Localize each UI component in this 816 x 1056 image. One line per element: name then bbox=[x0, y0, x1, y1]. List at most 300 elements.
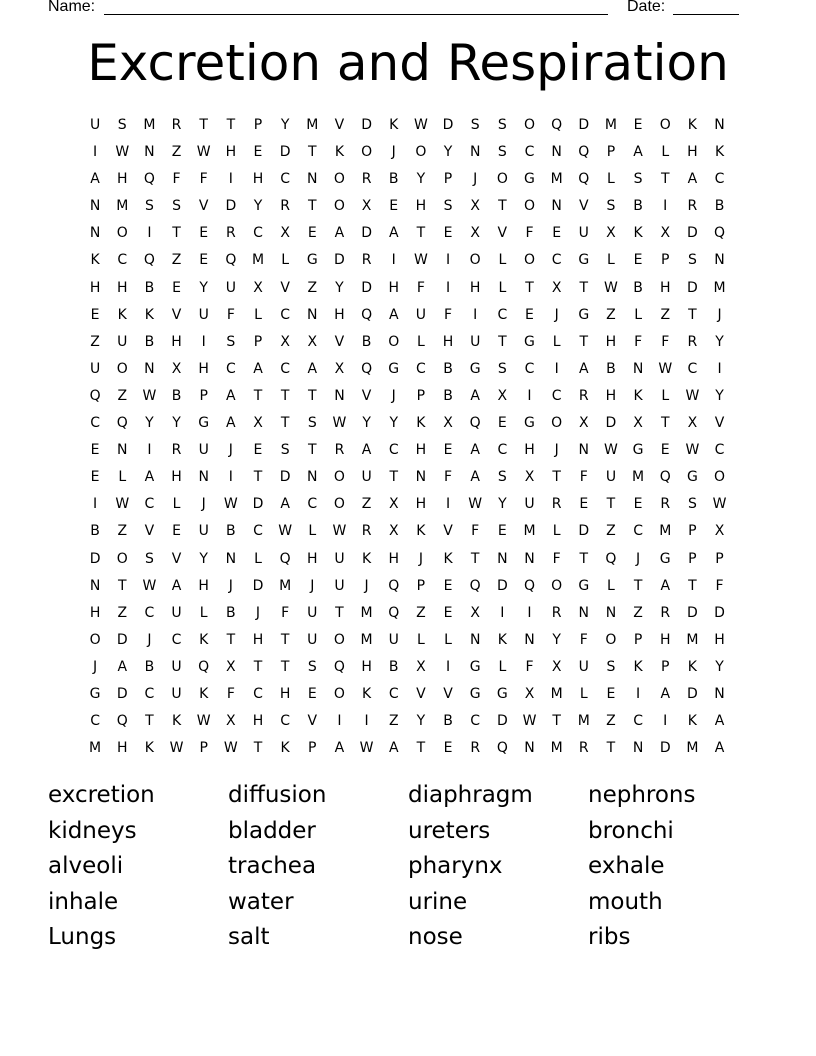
grid-letter: V bbox=[443, 685, 454, 702]
grid-row bbox=[82, 708, 736, 735]
grid-letter: S bbox=[687, 252, 698, 269]
grid-letter: W bbox=[359, 740, 375, 757]
grid-letter: H bbox=[225, 144, 238, 161]
grid-letter: S bbox=[606, 658, 617, 675]
grid-letter: A bbox=[90, 171, 101, 188]
grid-letter: D bbox=[225, 198, 238, 215]
grid-letter: G bbox=[469, 360, 482, 377]
grid-letter: Y bbox=[199, 279, 209, 296]
grid-letter: J bbox=[310, 577, 316, 594]
grid-letter: H bbox=[279, 685, 292, 702]
grid-letter: J bbox=[554, 306, 560, 323]
grid-letter: W bbox=[604, 442, 619, 459]
grid-letter: V bbox=[578, 198, 590, 215]
grid-letter: B bbox=[361, 333, 373, 350]
grid-letter: L bbox=[199, 604, 209, 621]
grid-letter: O bbox=[714, 469, 727, 486]
grid-letter: E bbox=[389, 198, 400, 215]
grid-letter: B bbox=[443, 360, 454, 377]
grid-letter: H bbox=[659, 631, 672, 648]
grid-letter: R bbox=[470, 740, 482, 757]
grid-letter: G bbox=[578, 306, 591, 323]
grid-letter: G bbox=[578, 577, 591, 594]
grid-letter: K bbox=[687, 713, 698, 730]
grid-letter: S bbox=[307, 658, 318, 675]
grid-letter: S bbox=[307, 415, 318, 432]
grid-letter: N bbox=[632, 740, 645, 757]
grid-letter: O bbox=[496, 171, 509, 188]
grid-letter: V bbox=[361, 387, 373, 404]
grid-letter: Y bbox=[172, 415, 182, 432]
grid-letter: O bbox=[659, 117, 672, 133]
grid-letter: T bbox=[280, 631, 291, 648]
grid-letter: D bbox=[687, 685, 699, 702]
grid-letter: H bbox=[415, 198, 428, 215]
grid-letter: H bbox=[307, 550, 319, 567]
grid-letter: J bbox=[554, 442, 560, 459]
grid-letter: Z bbox=[416, 604, 427, 621]
grid-letter: H bbox=[171, 333, 183, 350]
grid-letter: E bbox=[497, 415, 508, 432]
grid-letter: V bbox=[416, 685, 427, 702]
grid-letter: Q bbox=[578, 171, 591, 188]
grid-letter: U bbox=[171, 604, 183, 621]
grid-letter: I bbox=[364, 713, 370, 730]
grid-letter: T bbox=[117, 577, 128, 594]
grid-letter: X bbox=[388, 523, 400, 540]
grid-letter: H bbox=[469, 279, 482, 296]
grid-letter: W bbox=[115, 496, 131, 513]
grid-letter: W bbox=[685, 442, 701, 459]
grid-letter: N bbox=[632, 360, 645, 377]
grid-letter: S bbox=[226, 333, 237, 350]
grid-letter: H bbox=[198, 360, 210, 377]
grid-letter: N bbox=[89, 577, 102, 594]
grid-letter: K bbox=[443, 550, 454, 567]
grid-letter: A bbox=[253, 360, 264, 377]
grid-letter: W bbox=[332, 415, 348, 432]
grid-row bbox=[82, 546, 736, 573]
grid-letter: T bbox=[253, 740, 264, 757]
grid-letter: X bbox=[443, 415, 454, 432]
grid-letter: C bbox=[687, 360, 699, 377]
grid-letter: S bbox=[497, 144, 508, 161]
grid-letter: N bbox=[225, 550, 238, 567]
grid-letter: X bbox=[253, 415, 264, 432]
grid-letter: T bbox=[253, 387, 264, 404]
grid-letter: H bbox=[334, 306, 346, 323]
grid-letter: H bbox=[388, 550, 400, 567]
grid-letter: C bbox=[551, 387, 563, 404]
grid-letter: E bbox=[552, 225, 563, 242]
grid-letter: X bbox=[551, 279, 563, 296]
grid-letter: G bbox=[469, 658, 482, 675]
grid-letter: H bbox=[415, 496, 428, 513]
grid-letter: D bbox=[252, 577, 265, 594]
grid-letter: G bbox=[469, 685, 482, 702]
grid-letter: K bbox=[714, 144, 726, 161]
grid-letter: J bbox=[391, 387, 397, 404]
grid-letter: I bbox=[147, 225, 153, 242]
grid-letter: W bbox=[522, 713, 538, 730]
grid-letter: Q bbox=[198, 658, 211, 675]
grid-letter: M bbox=[632, 469, 646, 486]
grid-letter: L bbox=[552, 523, 562, 540]
grid-letter: E bbox=[633, 117, 644, 133]
grid-letter: G bbox=[524, 171, 536, 188]
grid-letter: L bbox=[498, 658, 508, 675]
grid-letter: U bbox=[198, 306, 210, 323]
grid-letter: B bbox=[606, 360, 617, 377]
grid-letter: B bbox=[226, 604, 237, 621]
grid-letter: Y bbox=[715, 658, 725, 675]
grid-letter: W bbox=[468, 496, 484, 513]
grid-letter: A bbox=[334, 225, 346, 242]
grid-letter: I bbox=[201, 333, 207, 350]
grid-letter: I bbox=[445, 496, 452, 513]
grid-letter: M bbox=[143, 117, 157, 133]
grid-letter: R bbox=[687, 198, 699, 215]
grid-letter: E bbox=[633, 252, 644, 269]
grid-letter: D bbox=[496, 713, 509, 730]
grid-letter: X bbox=[633, 415, 644, 432]
grid-letter: Y bbox=[715, 333, 725, 350]
grid-letter: E bbox=[199, 225, 210, 242]
grid-letter: C bbox=[388, 685, 400, 702]
grid-letter: Q bbox=[659, 469, 672, 486]
grid-letter: W bbox=[196, 713, 212, 730]
grid-letter: A bbox=[226, 415, 237, 432]
grid-row bbox=[82, 356, 736, 383]
grid-letter: V bbox=[497, 225, 509, 242]
grid-letter: C bbox=[307, 496, 319, 513]
grid-letter: T bbox=[606, 740, 617, 757]
grid-letter: M bbox=[577, 713, 591, 730]
grid-letter: F bbox=[226, 306, 236, 323]
grid-letter: F bbox=[444, 306, 454, 323]
grid-letter: N bbox=[116, 442, 129, 459]
grid-letter: G bbox=[659, 550, 672, 567]
grid-letter: J bbox=[201, 496, 207, 513]
grid-letter: K bbox=[416, 415, 427, 432]
grid-letter: H bbox=[415, 442, 428, 459]
grid-letter: H bbox=[659, 279, 672, 296]
grid-letter: C bbox=[90, 415, 101, 432]
grid-letter: A bbox=[388, 740, 400, 757]
grid-letter: X bbox=[253, 279, 264, 296]
grid-letter: K bbox=[362, 685, 373, 702]
grid-letter: H bbox=[605, 387, 618, 404]
grid-letter: U bbox=[307, 631, 319, 648]
grid-letter: O bbox=[333, 171, 346, 188]
grid-letter: G bbox=[89, 685, 102, 702]
grid-letter: Z bbox=[633, 604, 644, 621]
grid-letter: Z bbox=[361, 496, 373, 513]
grid-letter: P bbox=[443, 171, 454, 188]
grid-letter: M bbox=[523, 523, 537, 540]
grid-letter: X bbox=[714, 523, 726, 540]
grid-letter: D bbox=[687, 279, 699, 296]
grid-letter: A bbox=[470, 469, 481, 486]
grid-letter: H bbox=[252, 631, 265, 648]
grid-letter: J bbox=[418, 550, 424, 567]
grid-letter: D bbox=[687, 604, 699, 621]
grid-letter: M bbox=[89, 740, 103, 757]
grid-letter: L bbox=[579, 685, 589, 702]
grid-letter: Y bbox=[552, 631, 562, 648]
word-bank-item: alveoli bbox=[48, 853, 124, 880]
word-bank-item: kidneys bbox=[48, 817, 137, 844]
grid-letter: U bbox=[307, 604, 319, 621]
grid-letter: Y bbox=[416, 171, 427, 188]
grid-letter: W bbox=[658, 360, 674, 377]
grid-letter: Y bbox=[715, 387, 725, 404]
grid-letter: E bbox=[443, 577, 454, 594]
grid-letter: C bbox=[524, 144, 536, 161]
grid-letter: A bbox=[280, 496, 291, 513]
grid-letter: T bbox=[172, 225, 182, 242]
grid-letter: H bbox=[361, 658, 373, 675]
grid-row bbox=[82, 464, 736, 491]
grid-letter: E bbox=[443, 442, 454, 459]
grid-letter: Q bbox=[388, 604, 401, 621]
grid-letter: H bbox=[388, 279, 400, 296]
grid-letter: T bbox=[498, 198, 508, 215]
grid-letter: H bbox=[198, 577, 210, 594]
grid-letter: E bbox=[90, 306, 101, 323]
grid-letter: A bbox=[660, 685, 672, 702]
grid-letter: R bbox=[171, 442, 183, 459]
grid-letter: E bbox=[579, 496, 590, 513]
name-label: Name: bbox=[48, 0, 96, 15]
grid-letter: A bbox=[307, 360, 319, 377]
grid-letter: Y bbox=[280, 117, 291, 133]
grid-letter: O bbox=[415, 144, 428, 161]
grid-letter: L bbox=[254, 550, 263, 567]
grid-letter: E bbox=[497, 523, 508, 540]
grid-letter: Q bbox=[279, 550, 292, 567]
grid-letter: Q bbox=[116, 415, 129, 432]
grid-letter: U bbox=[578, 225, 590, 242]
grid-letter: A bbox=[578, 360, 590, 377]
grid-letter: W bbox=[142, 387, 158, 404]
grid-letter: O bbox=[116, 225, 129, 242]
grid-letter: W bbox=[169, 740, 185, 757]
grid-letter: J bbox=[228, 577, 234, 594]
grid-letter: T bbox=[416, 740, 427, 757]
grid-letter: X bbox=[578, 415, 590, 432]
grid-letter: N bbox=[469, 144, 482, 161]
grid-letter: I bbox=[663, 198, 669, 215]
grid-letter: R bbox=[660, 496, 672, 513]
word-bank-item: inhale bbox=[48, 888, 119, 915]
grid-letter: V bbox=[144, 523, 156, 540]
grid-letter: P bbox=[688, 550, 698, 567]
grid-letter: K bbox=[362, 550, 373, 567]
grid-letter: C bbox=[524, 360, 536, 377]
grid-letter: W bbox=[332, 523, 348, 540]
grid-letter: E bbox=[253, 144, 264, 161]
grid-letter: I bbox=[500, 604, 506, 621]
grid-letter: T bbox=[308, 387, 318, 404]
word-bank-item: water bbox=[228, 888, 294, 915]
grid-letter: H bbox=[524, 442, 536, 459]
grid-letter: K bbox=[389, 117, 400, 133]
grid-letter: Z bbox=[388, 713, 400, 730]
grid-letter: C bbox=[551, 252, 563, 269]
grid-letter: B bbox=[633, 198, 644, 215]
grid-letter: L bbox=[416, 333, 426, 350]
grid-letter: S bbox=[497, 469, 508, 486]
grid-letter: S bbox=[606, 198, 617, 215]
grid-letter: R bbox=[171, 117, 183, 133]
grid-letter: V bbox=[171, 550, 183, 567]
grid-letter: N bbox=[415, 469, 428, 486]
grid-letter: U bbox=[388, 631, 400, 648]
grid-letter: K bbox=[633, 658, 644, 675]
grid-letter: E bbox=[307, 225, 318, 242]
grid-letter: U bbox=[198, 442, 210, 459]
grid-letter: Q bbox=[714, 225, 727, 242]
grid-letter: K bbox=[171, 713, 183, 730]
grid-letter: C bbox=[90, 713, 101, 730]
grid-letter: K bbox=[497, 631, 508, 648]
grid-letter: I bbox=[147, 442, 153, 459]
grid-letter: U bbox=[171, 685, 183, 702]
grid-letter: W bbox=[413, 117, 429, 133]
grid-letter: C bbox=[280, 713, 292, 730]
grid-letter: N bbox=[89, 198, 102, 215]
grid-letter: C bbox=[253, 685, 264, 702]
grid-letter: J bbox=[228, 442, 234, 459]
grid-letter: L bbox=[607, 171, 616, 188]
grid-letter: O bbox=[116, 550, 129, 567]
grid-letter: O bbox=[523, 117, 536, 133]
grid-letter: S bbox=[497, 117, 508, 133]
grid-letter: B bbox=[226, 523, 237, 540]
grid-letter: T bbox=[525, 279, 535, 296]
grid-letter: D bbox=[116, 685, 129, 702]
grid-letter: A bbox=[633, 144, 644, 161]
word-bank-item: mouth bbox=[588, 888, 663, 915]
grid-letter: N bbox=[144, 144, 156, 161]
grid-letter: T bbox=[606, 496, 617, 513]
grid-letter: I bbox=[527, 604, 533, 621]
grid-letter: O bbox=[523, 198, 536, 215]
grid-letter: Y bbox=[253, 198, 264, 215]
grid-letter: F bbox=[579, 631, 589, 648]
grid-letter: C bbox=[633, 523, 644, 540]
grid-letter: R bbox=[225, 225, 237, 242]
grid-letter: J bbox=[255, 604, 262, 621]
grid-letter: K bbox=[144, 740, 155, 757]
grid-letter: T bbox=[660, 415, 671, 432]
grid-letter: A bbox=[714, 713, 726, 730]
grid-letter: W bbox=[142, 577, 158, 594]
grid-letter: P bbox=[199, 740, 209, 757]
grid-letter: N bbox=[524, 550, 536, 567]
grid-letter: M bbox=[251, 252, 266, 269]
grid-letter: S bbox=[470, 117, 481, 133]
grid-letter: Q bbox=[143, 171, 156, 188]
grid-letter: X bbox=[470, 198, 481, 215]
grid-letter: B bbox=[171, 387, 183, 404]
grid-letter: E bbox=[443, 740, 454, 757]
grid-letter: R bbox=[334, 442, 346, 459]
grid-letter: N bbox=[524, 631, 536, 648]
grid-letter: Z bbox=[90, 333, 101, 350]
grid-letter: R bbox=[551, 496, 563, 513]
grid-letter: F bbox=[281, 604, 291, 621]
grid-letter: D bbox=[89, 550, 102, 567]
grid-letter: P bbox=[253, 333, 264, 350]
grid-letter: Z bbox=[606, 523, 617, 540]
grid-letter: F bbox=[552, 550, 562, 567]
grid-letter: C bbox=[416, 360, 427, 377]
grid-letter: S bbox=[144, 198, 155, 215]
grid-letter: D bbox=[361, 279, 373, 296]
grid-letter: M bbox=[306, 117, 320, 133]
grid-letter: S bbox=[633, 171, 644, 188]
grid-letter: Q bbox=[496, 740, 509, 757]
grid-letter: X bbox=[497, 387, 509, 404]
grid-letter: X bbox=[551, 658, 563, 675]
grid-letter: Z bbox=[117, 523, 129, 540]
grid-letter: W bbox=[223, 740, 239, 757]
grid-letter: L bbox=[281, 252, 291, 269]
grid-letter: T bbox=[688, 306, 698, 323]
grid-letter: X bbox=[660, 225, 672, 242]
grid-row bbox=[82, 735, 736, 762]
grid-letter: K bbox=[687, 658, 698, 675]
grid-letter: X bbox=[171, 360, 183, 377]
grid-letter: U bbox=[117, 333, 129, 350]
grid-letter: F bbox=[525, 225, 535, 242]
grid-letter: S bbox=[687, 496, 698, 513]
grid-letter: M bbox=[604, 117, 618, 133]
grid-letter: P bbox=[416, 387, 427, 404]
grid-letter: W bbox=[712, 496, 728, 513]
date-label: Date: bbox=[627, 0, 666, 15]
grid-letter: Q bbox=[116, 713, 129, 730]
grid-letter: B bbox=[388, 658, 400, 675]
grid-letter: V bbox=[334, 117, 346, 133]
grid-letter: R bbox=[578, 740, 590, 757]
grid-letter: C bbox=[280, 171, 292, 188]
word-bank-item: bladder bbox=[228, 817, 316, 844]
grid-letter: N bbox=[307, 171, 319, 188]
grid-letter: B bbox=[714, 198, 726, 215]
grid-letter: E bbox=[253, 442, 264, 459]
grid-letter: V bbox=[334, 333, 346, 350]
grid-letter: T bbox=[660, 171, 671, 188]
grid-letter: H bbox=[171, 469, 183, 486]
grid-letter: O bbox=[551, 577, 564, 594]
page-title: Excretion and Respiration bbox=[87, 34, 729, 92]
grid-letter: A bbox=[660, 577, 672, 594]
grid-letter: T bbox=[470, 550, 481, 567]
grid-letter: J bbox=[636, 550, 642, 567]
grid-letter: R bbox=[687, 333, 699, 350]
grid-letter: B bbox=[90, 523, 101, 540]
grid-letter: K bbox=[416, 523, 427, 540]
grid-letter: G bbox=[388, 360, 401, 377]
grid-letter: A bbox=[334, 740, 346, 757]
grid-letter: L bbox=[444, 631, 453, 648]
grid-letter: N bbox=[714, 117, 726, 133]
grid-letter: U bbox=[605, 469, 618, 486]
grid-letter: N bbox=[307, 306, 319, 323]
